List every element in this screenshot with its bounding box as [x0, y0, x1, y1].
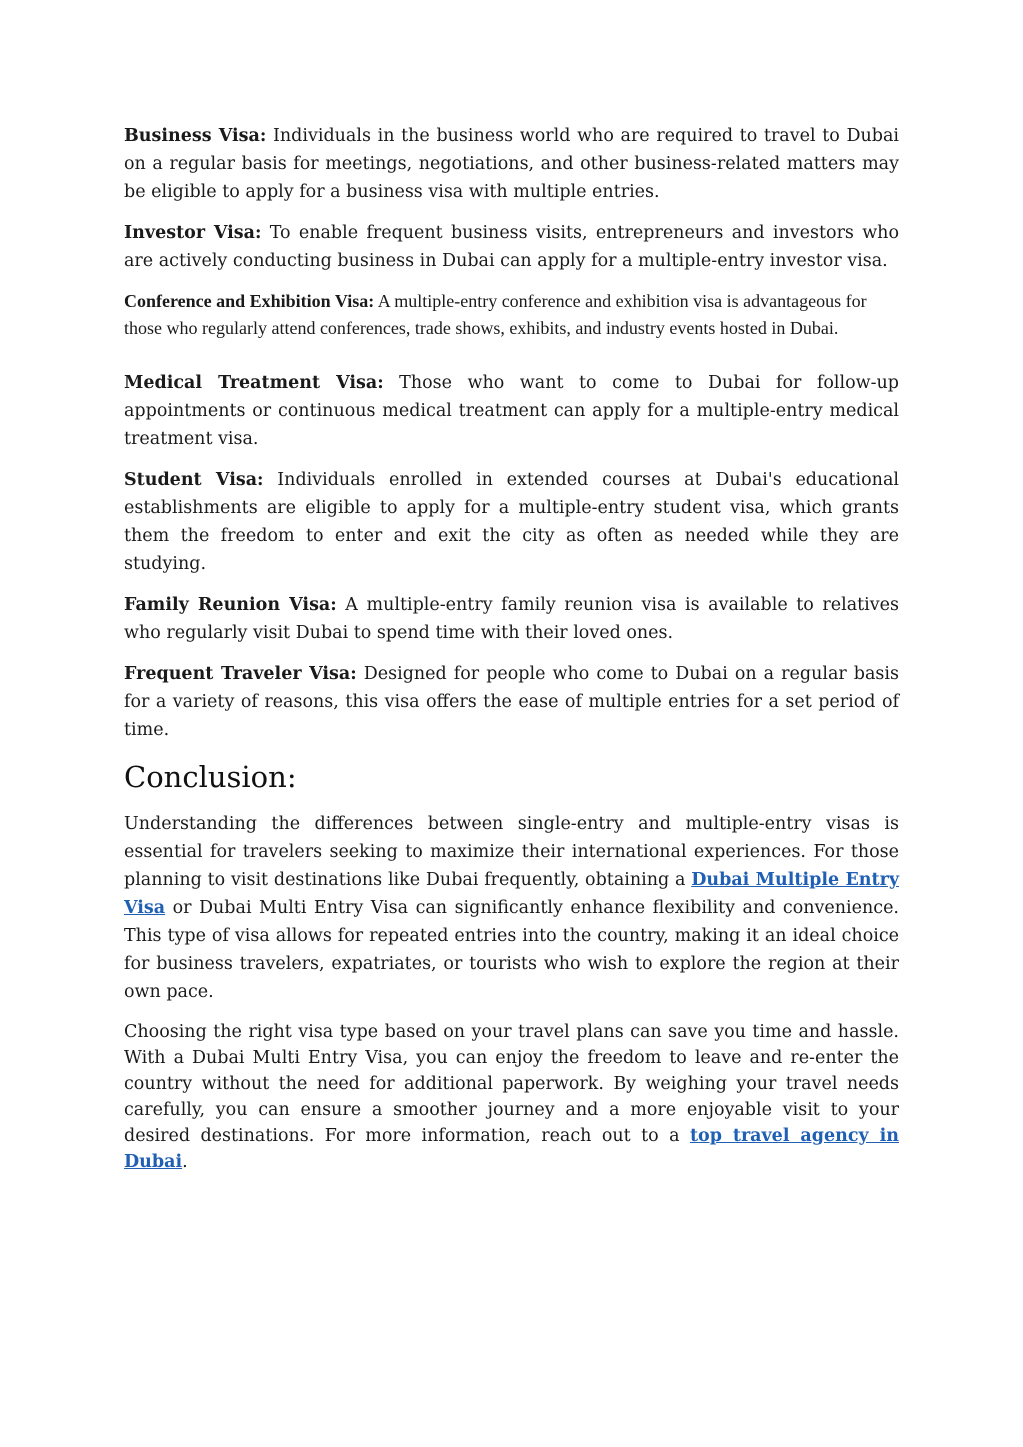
frequent-visa-text: Designed for people who come to Dubai on a regular basis for a variety of reasons, this visa offers the ease of multiple entries for a set period of time. — [124, 664, 899, 740]
conclusion-p1-text-after: or Dubai Multi Entry Visa can significantly enhance flexibility and convenience. This type of visa allows for repeated entries into the country, making it an ideal choice for business travelers, expatriates, or tourists who wish to explore the region at their own pace. — [124, 898, 899, 1002]
conclusion-p2-text-after: . — [182, 1152, 188, 1172]
business-visa-text: Individuals in the business world who are required to travel to Dubai on a regular basis for meetings, negotiations, and other business-related matters may be eligible to apply for a business visa with multiple entries. — [124, 126, 899, 202]
family-visa-paragraph — [124, 591, 899, 647]
conclusion-paragraph-1 — [124, 810, 899, 1006]
medical-visa-paragraph — [124, 369, 899, 453]
business-visa-title: Business Visa: — [124, 126, 267, 146]
student-visa-text: Individuals enrolled in extended courses at Dubai's educational establishments are eligible to apply for a multiple-entry student visa, which grants them the freedom to enter and exit the city as often as needed while they are studying. — [124, 470, 899, 574]
frequent-visa-paragraph — [124, 660, 899, 744]
family-visa-title: Family Reunion Visa: — [124, 595, 337, 615]
conference-visa-title: Conference and Exhibition Visa: — [124, 291, 375, 311]
conclusion-heading: Conclusion: — [124, 760, 297, 794]
family-visa-text: A multiple-entry family reunion visa is available to relatives who regularly visit Dubai to spend time with their loved ones. — [124, 595, 899, 643]
conference-visa-text: A multiple-entry conference and exhibition visa is advantageous for those who regularly attend conferences, trade shows, exhibits, and industry events hosted in Dubai. — [124, 291, 867, 338]
document-page — [124, 122, 899, 1188]
frequent-visa-title: Frequent Traveler Visa: — [124, 664, 357, 684]
student-visa-title: Student Visa: — [124, 470, 264, 490]
business-visa-paragraph — [124, 122, 899, 206]
conference-visa-paragraph — [124, 288, 899, 342]
investor-visa-title: Investor Visa: — [124, 223, 262, 243]
dubai-multiple-entry-visa-link[interactable]: Dubai Multiple Entry Visa — [124, 870, 899, 918]
conclusion-p2-text-before: Choosing the right visa type based on your travel plans can save you time and hassle. With a Dubai Multi Entry Visa, you can enjoy the freedom to leave and re-enter the country without the need for additional paperwork. By weighing your travel needs carefully, you can ensure a smoother journey and a more enjoyable visit to your desired destinations. For more information, reach out to a — [124, 1022, 899, 1146]
conclusion-p1-text-before: Understanding the differences between single-entry and multiple-entry visas is essential for travelers seeking to maximize their international experiences. For those planning to visit destinations like Dubai frequently, obtaining a — [124, 814, 899, 890]
investor-visa-paragraph — [124, 219, 899, 275]
medical-visa-title: Medical Treatment Visa: — [124, 373, 384, 393]
student-visa-paragraph — [124, 466, 899, 578]
medical-visa-text: Those who want to come to Dubai for follow-up appointments or continuous medical treatment can apply for a multiple-entry medical treatment visa. — [124, 373, 900, 449]
conclusion-paragraph-2 — [124, 1019, 899, 1175]
investor-visa-text: To enable frequent business visits, entrepreneurs and investors who are actively conducting business in Dubai can apply for a multiple-entry investor visa. — [124, 223, 899, 271]
top-travel-agency-link[interactable]: top travel agency in Dubai — [124, 1126, 899, 1172]
